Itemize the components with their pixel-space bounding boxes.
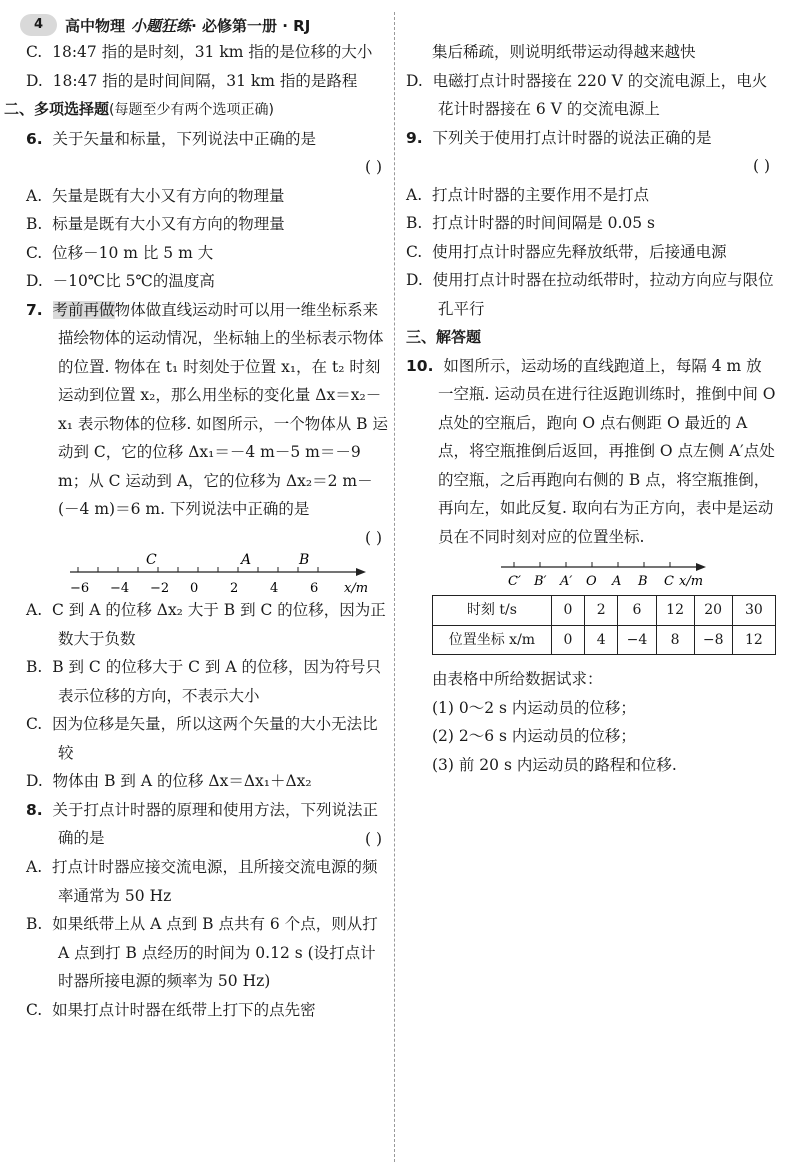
- q6-option-d: D. －10℃比 5℃的温度高: [26, 272, 215, 290]
- point-c-label: C: [146, 552, 157, 568]
- track-point-label: B: [638, 574, 648, 589]
- q6-option-b: B. 标量是既有大小又有方向的物理量: [26, 215, 285, 233]
- point-b-label: B: [299, 552, 310, 568]
- axis-tick-label: −2: [150, 581, 170, 596]
- q10-part-2: (2) 2～6 s 内运动员的位移；: [432, 727, 636, 745]
- table-cell: 4: [585, 625, 618, 655]
- review-tag: 考前再做: [52, 300, 115, 319]
- table-cell: 0: [551, 625, 584, 655]
- q8-option-c: C. 如果打点计时器在纸带上打下的点先密: [26, 1000, 316, 1019]
- q7-number-line: [26, 552, 388, 596]
- q5-option-c: C. 18:47 指的是时刻，31 km 指的是位移的大小: [26, 43, 373, 61]
- q8-option-a: A. 打点计时器应接交流电源，且所接交流电源的频率通常为 50 Hz: [26, 858, 378, 905]
- table-cell: −4: [618, 625, 656, 655]
- table-cell: 12: [656, 596, 694, 626]
- table-cell: 6: [618, 596, 656, 626]
- section-3-title: 三、解答题: [406, 328, 482, 346]
- q5-option-d: D. 18:47 指的是时间间隔，31 km 指的是路程: [26, 71, 358, 90]
- page-number: 4: [20, 14, 57, 36]
- table-cell: 12: [732, 625, 775, 655]
- track-point-label: O: [586, 574, 597, 589]
- axis-unit: x/m: [344, 581, 369, 596]
- table-cell: 8: [656, 625, 694, 655]
- q7-answer-paren: ( ): [364, 528, 382, 547]
- q8-option-c-continued: 集后稀疏，则说明纸带运动得越来越快: [432, 43, 696, 61]
- track-point-label: B′: [534, 574, 547, 589]
- page-header: [20, 12, 310, 38]
- point-a-label: A: [241, 552, 252, 568]
- q7-option-a: A. C 到 A 的位移 Δx₂ 大于 B 到 C 的位移，因为正数大于负数: [26, 601, 386, 648]
- table-cell: −8: [694, 625, 732, 655]
- track-point-label: C′: [508, 574, 521, 589]
- track-point-label: A′: [560, 574, 573, 589]
- table-cell: 0: [551, 596, 584, 626]
- axis-tick-label: 0: [190, 581, 199, 596]
- q9-option-a: A. 打点计时器的主要作用不是打点: [406, 185, 649, 204]
- track-point-label: A: [612, 574, 622, 589]
- question-6: 6. 关于矢量和标量，下列说法中正确的是: [26, 129, 317, 148]
- q7-option-c: C. 因为位移是矢量，所以这两个矢量的大小无法比较: [26, 715, 378, 762]
- table-row: [433, 596, 776, 626]
- brand-logo: 小题狂练: [131, 16, 192, 35]
- table-cell: 30: [732, 596, 775, 626]
- left-column: [4, 38, 388, 1024]
- track-point-label: C: [664, 574, 674, 589]
- book-title: 高中物理: [65, 16, 126, 35]
- q9-answer-paren: ( ): [752, 157, 770, 175]
- q10-part-1: (1) 0～2 s 内运动员的位移；: [432, 698, 636, 717]
- question-7: 7. 考前再做物体做直线运动时可以用一维坐标系来描绘物体的运动情况，坐标轴上的坐标表示物体的位置. 物体在 t₁ 时刻处于位置 x₁，在 t₂ 时刻运动到位置 x₂，那么用坐标的变化量 Δx＝x₂－x₁ 表示物体的位移. 如图所示，一个物体从 B 运动到 C，它的位移 Δx₁＝－4 m－5 m＝－9 m；从 C 运动到 A，它的位移为 Δx₂＝2 m－(－4 m)＝6 m. 下列说法中正确的是: [26, 300, 388, 518]
- q10-track-line: [406, 555, 776, 589]
- axis-tick-label: 4: [270, 581, 279, 596]
- right-column: [406, 38, 776, 779]
- q8-answer-paren: ( ): [364, 829, 382, 848]
- column-divider: [394, 12, 395, 1162]
- axis-tick-label: 6: [310, 581, 319, 596]
- q7-option-b: B. B 到 C 的位移大于 C 到 A 的位移，因为符号只表示位移的方向，不表示大小: [26, 658, 381, 705]
- section-2-title: 二、多项选择题(每题至少有两个选项正确): [4, 100, 274, 118]
- axis-arrow: [356, 568, 366, 576]
- q8-option-b: B. 如果纸带上从 A 点到 B 点共有 6 个点，则从打 A 点到打 B 点经历的时间为 0.12 s (设打点计时器所接电源的频率为 50 Hz): [26, 915, 378, 990]
- position-table: [432, 595, 776, 655]
- q7-option-d: D. 物体由 B 到 A 的位移 Δx＝Δx₁＋Δx₂: [26, 772, 312, 790]
- question-9: 9. 下列关于使用打点计时器的说法正确的是: [406, 128, 712, 147]
- q9-option-d: D. 使用打点计时器在拉动纸带时，拉动方向应与限位孔平行: [406, 271, 774, 318]
- q10-ask: 由表格中所给数据试求：: [432, 670, 603, 688]
- q8-option-d: D. 电磁打点计时器接在 220 V 的交流电源上，电火花计时器接在 6 V 的交流电源上: [406, 71, 768, 118]
- track-axis-unit: x/m: [679, 574, 704, 589]
- question-10: 10. 如图所示，运动场的直线跑道上，每隔 4 m 放一空瓶. 运动员在进行往返跑训练时，推倒中间 O 点处的空瓶后，跑向 O 点右侧距 O 最近的 A 点，将空瓶推倒后返回，再推倒 O 点左侧 A′点处的空瓶，之后再跑向右侧的 B 点，将空瓶推倒，再向左，如此反复. 取向右为正方向，表中是运动员在不同时刻对应的位置坐标.: [406, 356, 776, 546]
- q9-option-b: B. 打点计时器的时间间隔是 0.05 s: [406, 214, 656, 232]
- table-cell: 20: [694, 596, 732, 626]
- table-header-position: 位置坐标 x/m: [433, 625, 552, 655]
- track-axis-arrow: [696, 563, 706, 571]
- table-cell: 2: [585, 596, 618, 626]
- axis-tick-label: −6: [70, 581, 90, 596]
- q6-option-a: A. 矢量是既有大小又有方向的物理量: [26, 186, 285, 205]
- book-edition: · 必修第一册 · RJ: [191, 16, 311, 35]
- axis-tick-label: −4: [110, 581, 130, 596]
- q6-option-c: C. 位移－10 m 比 5 m 大: [26, 243, 214, 262]
- q9-option-c: C. 使用打点计时器应先释放纸带，后接通电源: [406, 242, 727, 261]
- q6-answer-paren: ( ): [364, 158, 382, 176]
- table-header-time: 时刻 t/s: [433, 596, 552, 626]
- q10-part-3: (3) 前 20 s 内运动员的路程和位移.: [432, 755, 677, 774]
- table-row: [433, 625, 776, 655]
- axis-tick-label: 2: [230, 581, 239, 596]
- question-8: 8. 关于打点计时器的原理和使用方法，下列说法正确的是: [26, 800, 379, 847]
